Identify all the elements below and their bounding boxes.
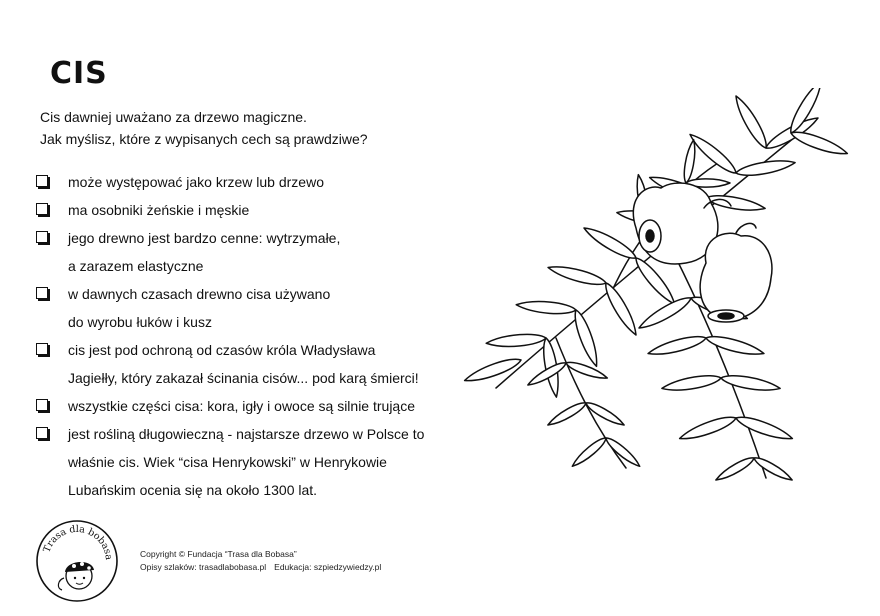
checkbox-icon[interactable] xyxy=(36,427,48,439)
page-title: CIS xyxy=(50,56,108,91)
checkbox-icon[interactable] xyxy=(36,175,48,187)
checkbox-icon[interactable] xyxy=(36,203,48,215)
trait-text: właśnie cis. Wiek “cisa Henrykowski” w Henrykowie xyxy=(68,454,387,470)
trait-item-7 xyxy=(36,420,456,504)
trait-text: w dawnych czasach drewno cisa używano xyxy=(68,286,331,302)
trait-text: cis jest pod ochroną od czasów króla Władysława xyxy=(68,342,376,358)
checkbox-icon[interactable] xyxy=(36,343,48,355)
intro-line-2: Jak myślisz, które z wypisanych cech są prawdziwe? xyxy=(40,131,368,147)
trait-item-5 xyxy=(36,336,456,392)
footer-links-row xyxy=(140,561,381,574)
trait-item-3 xyxy=(36,224,456,280)
checkbox-icon[interactable] xyxy=(36,399,48,411)
traits-checklist xyxy=(36,168,456,504)
trait-item-2 xyxy=(36,196,456,224)
footer-copyright: Copyright © Fundacja “Trasa dla Bobasa” xyxy=(140,549,297,559)
checkbox-icon[interactable] xyxy=(36,231,48,243)
footer-descriptions-link[interactable]: Opisy szlaków: trasadlabobasa.pl xyxy=(140,562,267,572)
footer-credits xyxy=(140,548,381,574)
intro-line-1: Cis dawniej uważano za drzewo magiczne. xyxy=(40,109,307,125)
trait-item-6 xyxy=(36,392,456,420)
checkbox-icon[interactable] xyxy=(36,287,48,299)
trait-text: Lubańskim ocenia się na około 1300 lat. xyxy=(68,482,318,498)
trait-text: jest rośliną długowieczną - najstarsze drzewo w Polsce to xyxy=(68,426,425,442)
footer-education-link[interactable]: Edukacja: szpiedzywiedzy.pl xyxy=(274,562,382,572)
trait-text: ma osobniki żeńskie i męskie xyxy=(68,202,250,218)
trait-item-4 xyxy=(36,280,456,336)
logo-text: Trasa dla bobasa xyxy=(41,523,115,561)
trait-text: wszystkie części cisa: kora, igły i owoce są silnie trujące xyxy=(68,398,416,414)
trait-text: jego drewno jest bardzo cenne: wytrzymałe, xyxy=(68,230,341,246)
trait-text: do wyrobu łuków i kusz xyxy=(68,314,212,330)
trait-text: a zarazem elastyczne xyxy=(68,258,204,274)
trasa-dla-bobasa-logo xyxy=(34,518,120,604)
trait-text: może występować jako krzew lub drzewo xyxy=(68,174,324,190)
intro-text xyxy=(40,106,440,150)
trait-text: Jagiełły, który zakazał ścinania cisów... pod karą śmierci! xyxy=(68,370,419,386)
trait-item-1 xyxy=(36,168,456,196)
yew-branch-illustration xyxy=(436,88,856,508)
